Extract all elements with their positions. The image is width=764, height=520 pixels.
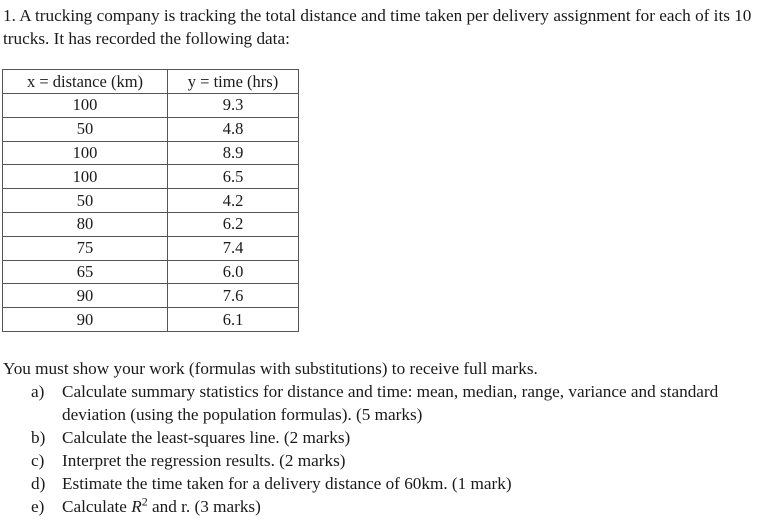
question-list bbox=[0, 380, 764, 518]
r-squared-symbol: R bbox=[131, 497, 142, 516]
column-header-time: y = time (hrs) bbox=[168, 70, 299, 94]
question-text-suffix: and r. (3 marks) bbox=[147, 497, 261, 516]
question-item bbox=[0, 472, 764, 495]
table-row bbox=[3, 94, 299, 118]
distance-cell: 100 bbox=[3, 141, 168, 165]
time-cell: 6.5 bbox=[168, 165, 299, 189]
question-label: e) bbox=[31, 497, 45, 516]
distance-cell: 100 bbox=[3, 165, 168, 189]
table-row bbox=[3, 212, 299, 236]
time-cell: 6.2 bbox=[168, 212, 299, 236]
question-text: Estimate the time taken for a delivery distance of 60km. (1 mark) bbox=[62, 474, 512, 493]
time-cell: 4.8 bbox=[168, 117, 299, 141]
question-label: a) bbox=[31, 382, 45, 401]
distance-cell: 50 bbox=[3, 117, 168, 141]
question-label: c) bbox=[31, 451, 45, 470]
distance-cell: 50 bbox=[3, 189, 168, 213]
table-row bbox=[3, 165, 299, 189]
table-row bbox=[3, 117, 299, 141]
question-label: d) bbox=[31, 474, 46, 493]
question-item bbox=[0, 380, 764, 426]
distance-cell: 75 bbox=[3, 236, 168, 260]
time-cell: 6.1 bbox=[168, 308, 299, 332]
question-text-prefix: Calculate bbox=[62, 497, 132, 516]
instructions-text: You must show your work (formulas with substitutions) to receive full marks. bbox=[3, 359, 538, 378]
problem-intro: 1. A trucking company is tracking the total distance and time taken per delivery assignment for each of its 10 trucks. It has recorded the following data: bbox=[3, 6, 752, 48]
distance-cell: 90 bbox=[3, 308, 168, 332]
question-item bbox=[0, 449, 764, 472]
distance-cell: 65 bbox=[3, 260, 168, 284]
question-text: Calculate the least-squares line. (2 marks) bbox=[62, 428, 351, 447]
table-header-row bbox=[3, 70, 299, 94]
question-label: b) bbox=[31, 428, 46, 447]
time-cell: 4.2 bbox=[168, 189, 299, 213]
time-cell: 7.6 bbox=[168, 284, 299, 308]
distance-cell: 90 bbox=[3, 284, 168, 308]
time-cell: 7.4 bbox=[168, 236, 299, 260]
table-row bbox=[3, 308, 299, 332]
question-item bbox=[0, 495, 764, 518]
table-row bbox=[3, 189, 299, 213]
data-table bbox=[2, 69, 299, 332]
question-text: Calculate summary statistics for distance and time: mean, median, range, variance and standard deviation (using the population formulas). (5 marks) bbox=[62, 382, 719, 424]
question-item bbox=[0, 426, 764, 449]
time-cell: 8.9 bbox=[168, 141, 299, 165]
question-text: Interpret the regression results. (2 marks) bbox=[62, 451, 346, 470]
time-cell: 6.0 bbox=[168, 260, 299, 284]
table-row bbox=[3, 236, 299, 260]
table-row bbox=[3, 284, 299, 308]
table-row bbox=[3, 260, 299, 284]
r-squared-exponent: 2 bbox=[141, 494, 148, 509]
time-cell: 9.3 bbox=[168, 94, 299, 118]
distance-cell: 80 bbox=[3, 212, 168, 236]
distance-cell: 100 bbox=[3, 94, 168, 118]
column-header-distance: x = distance (km) bbox=[3, 70, 168, 94]
table-row bbox=[3, 141, 299, 165]
